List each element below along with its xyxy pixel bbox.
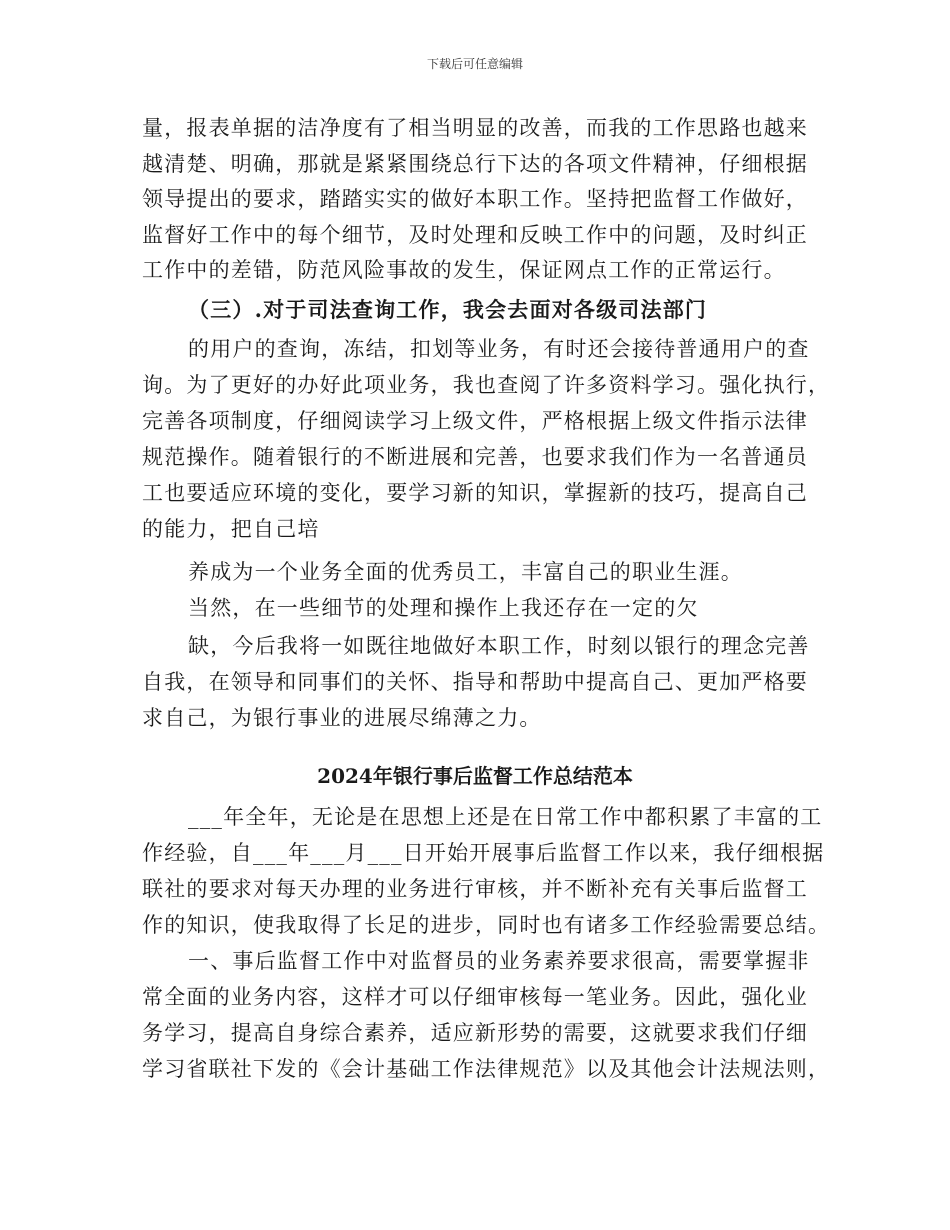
paragraph-line: 完善各项制度，仔细阅读学习上级文件，严格根据上级文件指示法律 xyxy=(142,409,808,433)
paragraph-line: 养成为一个业务全面的优秀员工，丰富自己的职业生涯。 xyxy=(188,560,743,584)
paragraph-line: 领导提出的要求，踏踏实实的做好本职工作。坚持把监督工作做好， xyxy=(142,187,808,211)
paragraph-line: 工也要适应环境的变化，要学习新的知识，掌握新的技巧，提高自己 xyxy=(142,481,808,505)
paragraph-line: 一、事后监督工作中对监督员的业务素养要求很高，需要掌握非 xyxy=(188,949,810,973)
paragraph-line: 作的知识，使我取得了长足的进步，同时也有诸多工作经验需要总结。 xyxy=(142,913,831,937)
section-heading: （三）.对于司法查询工作，我会去面对各级司法部门 xyxy=(188,297,708,322)
paragraph-line: 询。为了更好的办好此项业务，我也查阅了许多资料学习。强化执行， xyxy=(142,373,831,397)
paragraph-line: 量，报表单据的洁净度有了相当明显的改善，而我的工作思路也越来 xyxy=(142,116,808,140)
page-header: 下载后可任意编辑 xyxy=(426,57,523,71)
paragraph-line: 常全面的业务内容，这样才可以仔细审核每一笔业务。因此，强化业 xyxy=(142,985,808,1009)
paragraph-line: 作经验，自___年___月___日开始开展事后监督工作以来，我仔细根据 xyxy=(142,841,825,865)
paragraph-line: 自我，在领导和同事们的关怀、指导和帮助中提高自己、更加严格要 xyxy=(142,670,808,694)
paragraph-line: 监督好工作中的每个细节，及时处理和反映工作中的问题，及时纠正 xyxy=(142,223,808,247)
paragraph-line: 缺，今后我将一如既往地做好本职工作，时刻以银行的理念完善 xyxy=(188,634,810,658)
paragraph-line: 的能力，把自己培 xyxy=(142,517,320,541)
paragraph-line: 越清楚、明确，那就是紧紧围绕总行下达的各项文件精神，仔细根据 xyxy=(142,152,808,176)
paragraph-line: 学习省联社下发的《会计基础工作法律规范》以及其他会计法规法则， xyxy=(142,1057,831,1081)
paragraph-line: 工作中的差错，防范风险事故的发生，保证网点工作的正常运行。 xyxy=(142,258,786,282)
paragraph-line: 规范操作。随着银行的不断进展和完善，也要求我们作为一名普通员 xyxy=(142,445,808,469)
paragraph-line: 联社的要求对每天办理的业务进行审核，并不断补充有关事后监督工 xyxy=(142,877,808,901)
paragraph-line: 求自己，为银行事业的进展尽绵薄之力。 xyxy=(142,706,542,730)
document-title: 2024年银行事后监督工作总结范本 xyxy=(317,764,633,788)
paragraph-line: ___年全年，无论是在思想上还是在日常工作中都积累了丰富的工 xyxy=(188,805,823,829)
paragraph-line: 当然，在一些细节的处理和操作上我还存在一定的欠 xyxy=(188,596,699,620)
paragraph-line: 务学习，提高自身综合素养，适应新形势的需要，这就要求我们仔细 xyxy=(142,1021,808,1045)
paragraph-line: 的用户的查询，冻结，扣划等业务，有时还会接待普通用户的查 xyxy=(188,337,810,361)
